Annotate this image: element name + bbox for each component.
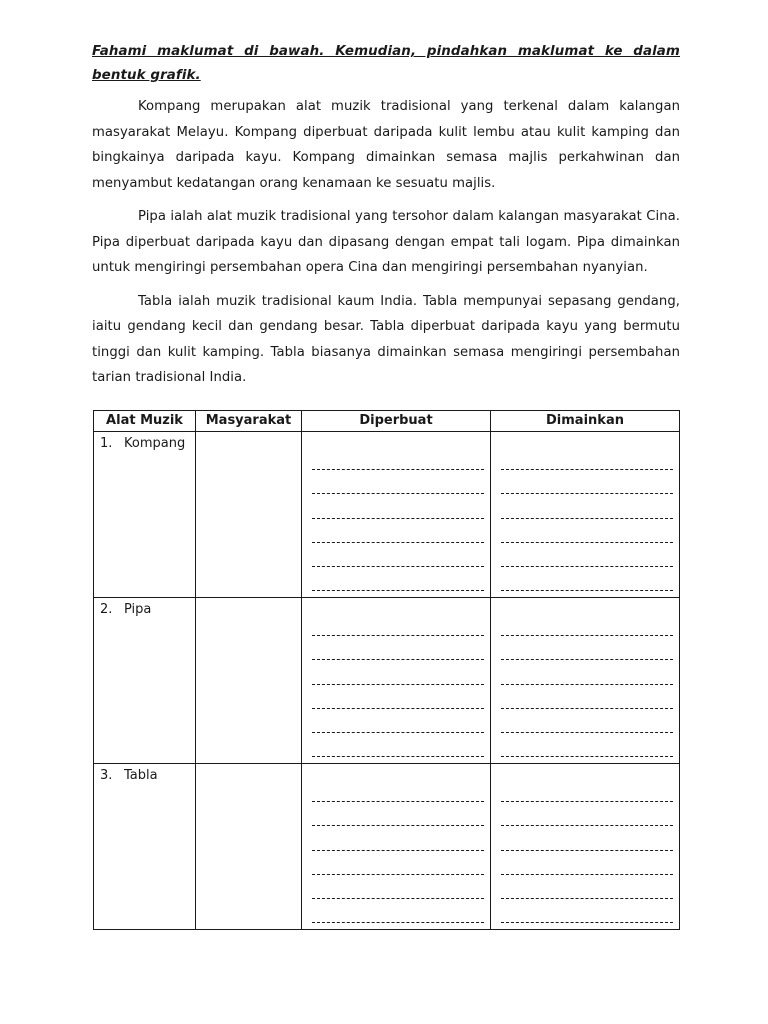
answer-table xyxy=(93,410,680,930)
instrument-cell xyxy=(94,432,196,598)
row-number: 3. xyxy=(100,768,113,783)
table-row-kompang xyxy=(94,432,680,598)
answer-lines xyxy=(491,432,679,595)
table-row-tabla xyxy=(94,764,680,930)
row-number: 2. xyxy=(100,602,113,617)
diperbuat-answer-cell[interactable] xyxy=(302,598,491,764)
instrument-name: Pipa xyxy=(124,602,152,617)
answer-lines xyxy=(302,598,490,761)
instrument-cell xyxy=(94,764,196,930)
row-number: 1. xyxy=(100,436,113,451)
worksheet xyxy=(92,40,680,391)
table-header-row xyxy=(94,411,680,432)
header-diperbuat: Diperbuat xyxy=(302,411,491,432)
header-masyarakat: Masyarakat xyxy=(196,411,302,432)
diperbuat-answer-cell[interactable] xyxy=(302,432,491,598)
answer-lines xyxy=(302,764,490,927)
instruction-heading: Fahami maklumat di bawah. Kemudian, pindahkan maklumat ke dalam bentuk grafik. xyxy=(92,44,680,83)
answer-lines xyxy=(302,432,490,595)
instrument-name: Kompang xyxy=(124,436,186,451)
dimainkan-answer-cell[interactable] xyxy=(491,598,680,764)
paragraph-kompang: Kompang merupakan alat muzik tradisional yang terkenal dalam kalangan masyarakat Melayu. Kompang diperbuat daripada kulit lembu atau kulit kamping dan bingkainya daripada kayu. Kompang dimainkan semasa majlis perkahwinan dan menyambut kedatangan orang kenamaan ke sesuatu majlis. xyxy=(92,99,680,191)
paragraph-pipa: Pipa ialah alat muzik tradisional yang tersohor dalam kalangan masyarakat Cina. Pipa diperbuat daripada kayu dan dipasang dengan empat tali logam. Pipa dimainkan untuk mengiringi persembahan opera Cina dan mengiringi persembahan nyanyian. xyxy=(92,209,680,275)
diperbuat-answer-cell[interactable] xyxy=(302,764,491,930)
masyarakat-answer-cell[interactable] xyxy=(196,432,302,598)
masyarakat-answer-cell[interactable] xyxy=(196,598,302,764)
header-alat-muzik: Alat Muzik xyxy=(94,411,196,432)
dimainkan-answer-cell[interactable] xyxy=(491,764,680,930)
masyarakat-answer-cell[interactable] xyxy=(196,764,302,930)
dimainkan-answer-cell[interactable] xyxy=(491,432,680,598)
header-dimainkan: Dimainkan xyxy=(491,411,680,432)
table-row-pipa xyxy=(94,598,680,764)
paragraph-tabla: Tabla ialah muzik tradisional kaum India. Tabla mempunyai sepasang gendang, iaitu gendang kecil dan gendang besar. Tabla diperbuat daripada kayu yang bermutu tinggi dan kulit kamping. Tabla biasanya dimainkan semasa mengiringi persembahan tarian tradisional India. xyxy=(92,293,680,385)
answer-lines xyxy=(491,764,679,927)
answer-lines xyxy=(491,598,679,761)
instrument-name: Tabla xyxy=(124,768,158,783)
instrument-cell xyxy=(94,598,196,764)
